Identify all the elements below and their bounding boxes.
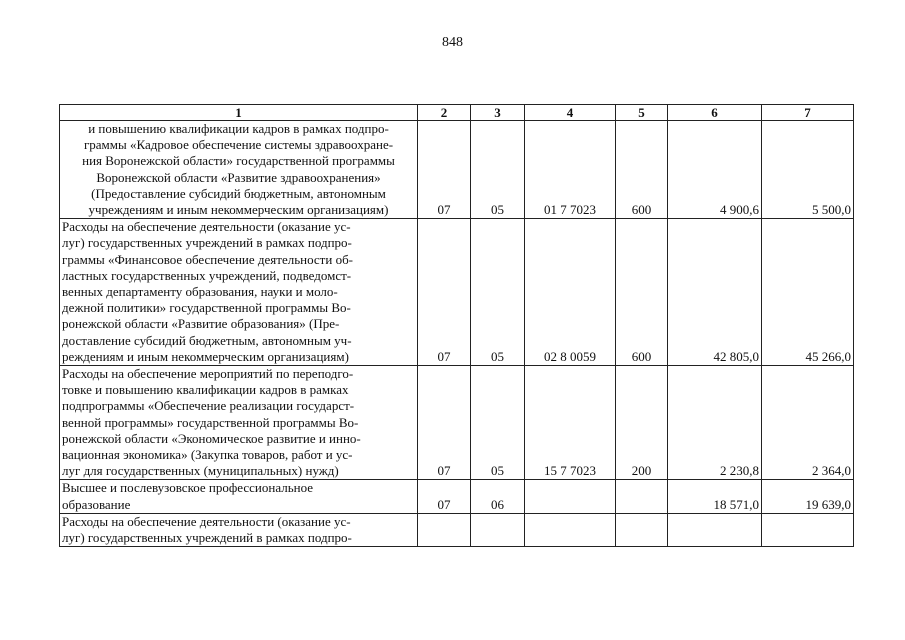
row-amount-2: 45 266,0 — [762, 219, 854, 366]
header-col-7: 7 — [762, 105, 854, 121]
row-expense-type: 600 — [616, 219, 668, 366]
table-row — [60, 121, 854, 219]
row-target-code: 02 8 0059 — [525, 219, 616, 366]
row-subsection: 05 — [471, 121, 525, 219]
row-amount-1: 2 230,8 — [668, 366, 762, 480]
budget-table — [59, 104, 854, 547]
table-row — [60, 219, 854, 366]
row-section: 07 — [418, 121, 471, 219]
row-expense-type: 600 — [616, 121, 668, 219]
page-number: 848 — [442, 35, 463, 50]
row-amount-1: 4 900,6 — [668, 121, 762, 219]
table-row — [60, 366, 854, 480]
row-section: 07 — [418, 366, 471, 480]
row-subsection: 05 — [471, 366, 525, 480]
row-amount-2: 2 364,0 — [762, 366, 854, 480]
row-amount-2: 5 500,0 — [762, 121, 854, 219]
row-amount-1 — [668, 513, 762, 546]
row-subsection: 06 — [471, 480, 525, 513]
row-expense-type — [616, 480, 668, 513]
row-target-code: 01 7 7023 — [525, 121, 616, 219]
row-target-code — [525, 480, 616, 513]
row-expense-type: 200 — [616, 366, 668, 480]
header-col-2: 2 — [418, 105, 471, 121]
header-col-3: 3 — [471, 105, 525, 121]
row-amount-1: 18 571,0 — [668, 480, 762, 513]
header-col-5: 5 — [616, 105, 668, 121]
row-subsection: 05 — [471, 219, 525, 366]
row-amount-2: 19 639,0 — [762, 480, 854, 513]
row-description: и повышению квалификации кадров в рамках подпро- граммы «Кадровое обеспечение системы здравоохране- ния Воронежской области» государственной программы Воронежской области «Развитие здравоохранения» (Предоставление субсидий бюджетным, автономным учреждениям и иным некоммерческим организациям) — [60, 121, 418, 219]
row-expense-type — [616, 513, 668, 546]
table-row — [60, 513, 854, 546]
header-col-4: 4 — [525, 105, 616, 121]
header-col-1: 1 — [60, 105, 418, 121]
table-row — [60, 480, 854, 513]
row-section: 07 — [418, 219, 471, 366]
row-amount-2 — [762, 513, 854, 546]
row-target-code — [525, 513, 616, 546]
row-description: Расходы на обеспечение деятельности (оказание ус- луг) государственных учреждений в рамках подпро- граммы «Финансовое обеспечение деятельности об- ластных государственных учреждений, подведомст- венных департаменту образования, науки и моло- дежной политики» государственной программы Во- ронежской области «Развитие образования» (Пре- доставление субсидий бюджетным, автономным уч- реждениям и иным некоммерческим организациям) — [60, 219, 418, 366]
row-target-code: 15 7 7023 — [525, 366, 616, 480]
row-section: 07 — [418, 480, 471, 513]
header-col-6: 6 — [668, 105, 762, 121]
row-subsection — [471, 513, 525, 546]
row-description: Расходы на обеспечение деятельности (оказание ус- луг) государственных учреждений в рамках подпро- — [60, 513, 418, 546]
row-description: Расходы на обеспечение мероприятий по переподго- товке и повышению квалификации кадров в рамках подпрограммы «Обеспечение реализации государст- венной программы» государственной программы Во- ронежской области «Экономическое развитие и инно- вационная экономика» (Закупка товаров, работ и ус- луг для государственных (муниципальных) нужд) — [60, 366, 418, 480]
row-section — [418, 513, 471, 546]
row-amount-1: 42 805,0 — [668, 219, 762, 366]
row-description: Высшее и послевузовское профессиональное образование — [60, 480, 418, 513]
header-row — [60, 105, 854, 121]
